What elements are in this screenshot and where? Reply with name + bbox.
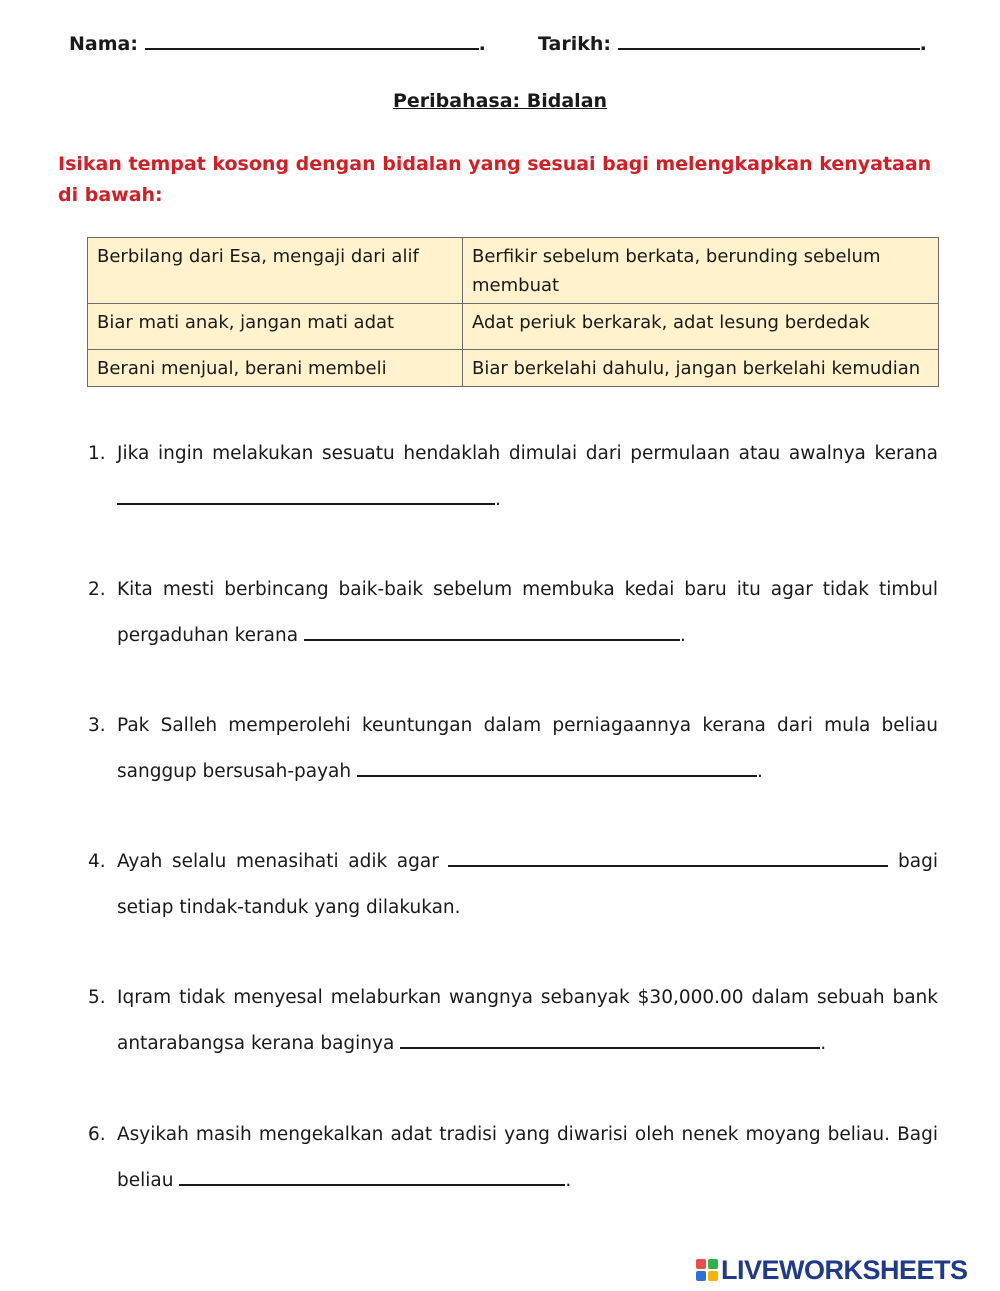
answer-blank[interactable] xyxy=(448,843,888,867)
table-row xyxy=(88,350,939,387)
question-text-end: . xyxy=(679,625,686,646)
question-number: 4. xyxy=(88,851,106,872)
proverb-bank-table xyxy=(87,237,939,387)
liveworksheets-logo xyxy=(696,1255,968,1285)
proverb-cell: Biar berkelahi dahulu, jangan berkelahi kemudian xyxy=(463,350,939,387)
question-5 xyxy=(88,975,938,1067)
proverb-cell: Berbilang dari Esa, mengaji dari alif xyxy=(88,238,463,304)
name-label: Nama: xyxy=(69,33,138,55)
liveworksheets-icon xyxy=(696,1259,718,1281)
question-number: 6. xyxy=(88,1124,106,1145)
question-6 xyxy=(88,1112,938,1204)
answer-blank[interactable] xyxy=(400,1025,820,1049)
logo-text: LIVEWORKSHEETS xyxy=(721,1254,968,1285)
question-1 xyxy=(88,431,938,523)
answer-blank[interactable] xyxy=(357,753,757,777)
answer-blank[interactable] xyxy=(304,617,680,641)
proverb-cell: Berfikir sebelum berkata, berunding sebelum membuat xyxy=(463,238,939,304)
question-text-end: . xyxy=(565,1170,572,1191)
question-text: Ayah selalu menasihati adik agar xyxy=(117,851,439,872)
name-terminator: . xyxy=(478,33,486,55)
proverb-cell: Adat periuk berkarak, adat lesung berdedak xyxy=(463,304,939,350)
question-text-end: bagi setiap tindak-tanduk yang dilakukan. xyxy=(117,851,939,918)
name-input-line[interactable] xyxy=(145,30,479,50)
table-row xyxy=(88,238,939,304)
question-text: Asyikah masih mengekalkan adat tradisi yang diwarisi oleh nenek moyang beliau. Bagi beliau xyxy=(117,1124,938,1191)
question-number: 3. xyxy=(88,715,106,736)
date-label: Tarikh: xyxy=(538,33,611,55)
question-3 xyxy=(88,703,938,795)
question-text: Jika ingin melakukan sesuatu hendaklah dimulai dari permulaan atau awalnya kerana xyxy=(117,443,938,464)
question-number: 2. xyxy=(88,579,106,600)
question-number: 1. xyxy=(88,443,106,464)
question-text: Kita mesti berbincang baik-baik sebelum membuka kedai baru itu agar tidak timbul pergaduhan kerana xyxy=(117,579,938,646)
proverb-cell: Biar mati anak, jangan mati adat xyxy=(88,304,463,350)
question-2 xyxy=(88,567,938,659)
instruction-text: Isikan tempat kosong dengan bidalan yang sesuai bagi melengkapkan kenyataan di bawah: xyxy=(58,153,932,206)
question-text: Pak Salleh memperolehi keuntungan dalam perniagaannya kerana dari mula beliau sanggup bersusah-payah xyxy=(117,715,938,782)
answer-blank[interactable] xyxy=(179,1162,565,1186)
name-field xyxy=(69,30,486,55)
answer-blank[interactable] xyxy=(117,481,495,505)
proverb-cell: Berani menjual, berani membeli xyxy=(88,350,463,387)
date-input-line[interactable] xyxy=(618,30,920,50)
page-title: Peribahasa: Bidalan xyxy=(392,90,608,112)
date-field xyxy=(538,30,927,55)
question-text-end: . xyxy=(757,761,763,782)
table-row xyxy=(88,304,939,350)
question-number: 5. xyxy=(88,987,106,1008)
question-text-end: . xyxy=(820,1033,827,1054)
date-terminator: . xyxy=(919,33,927,55)
question-4 xyxy=(88,839,938,931)
question-text-end: . xyxy=(495,489,501,510)
question-text: Iqram tidak menyesal melaburkan wangnya sebanyak $30,000.00 dalam sebuah bank antarabangsa kerana baginya xyxy=(117,987,938,1054)
